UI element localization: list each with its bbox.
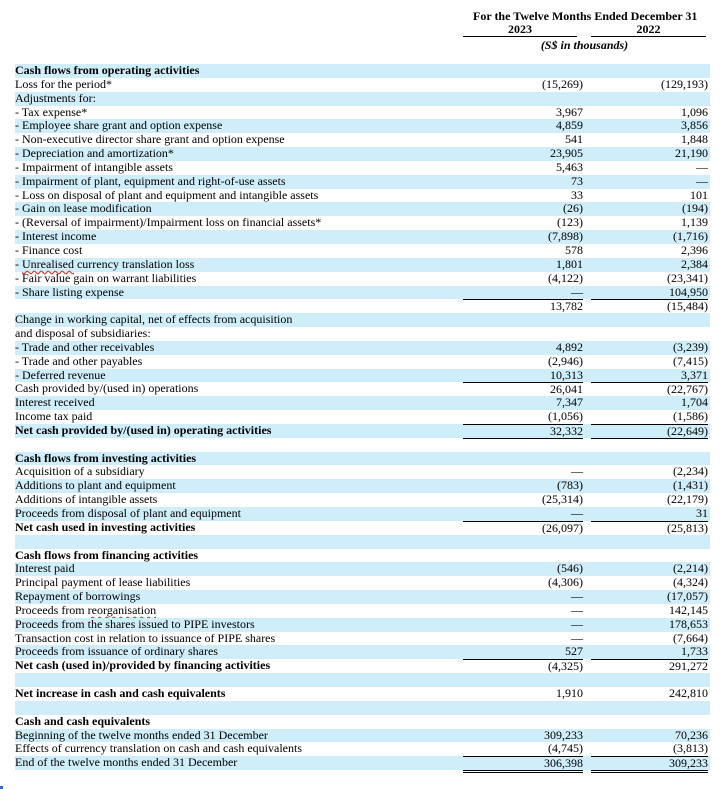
value-2022: (7,664) <box>673 630 708 645</box>
value-2023 <box>463 92 583 105</box>
row-label: - Interest income <box>15 229 97 244</box>
table-row <box>15 729 710 743</box>
table-row-blank <box>15 299 710 313</box>
row-label: Principal payment of lease liabilities <box>15 575 191 590</box>
value-2022: (1,716) <box>673 229 708 244</box>
table-row <box>15 369 710 383</box>
row-label: Beginning of the twelve months ended 31 December <box>15 727 268 742</box>
row-label: Cash provided by/(used in) operations <box>15 381 199 396</box>
value-2022: 242,810 <box>669 685 708 700</box>
value-2022: (3,239) <box>673 339 708 354</box>
value-2023: 73 <box>571 173 583 188</box>
value-2023: — <box>571 464 583 479</box>
row-label: - Non-executive director share grant and option expense <box>15 132 285 147</box>
value-2022: — <box>696 159 708 174</box>
table-row <box>15 562 710 576</box>
value-2023: 1,910 <box>556 685 583 700</box>
table-row <box>15 424 710 438</box>
row-label: Income tax paid <box>15 409 93 424</box>
value-2023: 309,233 <box>544 727 583 742</box>
value-2023: (1,056) <box>548 409 583 424</box>
table-row-blank <box>15 673 710 687</box>
row-label: - Trade and other receivables <box>15 339 155 354</box>
value-2022: 70,236 <box>675 727 708 742</box>
table-row <box>15 244 710 258</box>
table-row <box>15 576 710 590</box>
table-row <box>15 258 710 272</box>
value-2023 <box>463 64 583 77</box>
value-2023: — <box>571 602 583 617</box>
value-2022: 142,145 <box>669 602 708 617</box>
row-label: - Unrealised currency translation loss <box>15 256 195 271</box>
value-2023: 13,782 <box>463 299 583 313</box>
value-2022: 2,384 <box>681 256 708 271</box>
table-row <box>15 604 710 618</box>
table-row <box>15 742 710 756</box>
row-label: Interest received <box>15 395 95 410</box>
table-row <box>15 355 710 369</box>
value-2023 <box>463 673 583 686</box>
table-row <box>15 286 710 300</box>
spellcheck-flag: Unrealised <box>22 256 74 271</box>
row-label: - Tax expense* <box>15 104 88 119</box>
table-row <box>15 161 710 175</box>
value-2022 <box>591 535 708 548</box>
value-2023: 23,905 <box>550 146 583 161</box>
value-2023: 3,967 <box>556 104 583 119</box>
value-2022: 309,233 <box>591 756 708 773</box>
table-row <box>15 410 710 424</box>
table-row <box>15 272 710 286</box>
value-2023: 1,801 <box>556 256 583 271</box>
table-row <box>15 493 710 507</box>
value-2023: (7,898) <box>548 229 583 244</box>
row-label: Proceeds from issuance of ordinary shares <box>15 644 218 659</box>
table-row <box>15 549 710 563</box>
value-2022: — <box>696 173 708 188</box>
table-row <box>15 327 710 341</box>
value-2023: (2,946) <box>548 353 583 368</box>
currency-unit: (S$ in thousands) <box>540 38 629 52</box>
value-2022 <box>591 452 708 465</box>
value-2022: (2,234) <box>673 464 708 479</box>
row-label: Additions of intangible assets <box>15 492 158 507</box>
row-label: Proceeds from reorganisation <box>15 602 157 617</box>
row-label: Net cash (used in)/provided by financing activities <box>15 658 271 673</box>
spellcheck-flag: reorganisation <box>87 602 157 617</box>
value-2023 <box>463 313 583 326</box>
row-label: - Impairment of intangible assets <box>15 159 173 174</box>
value-2022: (15,484) <box>591 299 708 313</box>
value-2023 <box>463 715 583 728</box>
table-row <box>15 202 710 216</box>
table-row <box>15 452 710 466</box>
table-row <box>15 507 710 521</box>
table-row <box>15 189 710 203</box>
row-label: Effects of currency translation on cash and cash equivalents <box>15 741 303 756</box>
value-2023: 306,398 <box>463 756 583 773</box>
value-2022: (3,813) <box>673 741 708 756</box>
value-2022 <box>591 673 708 686</box>
value-2023: (26,097) <box>463 521 583 536</box>
value-2022: 1,704 <box>681 395 708 410</box>
value-2022: 104,950 <box>669 284 708 299</box>
value-2023 <box>463 535 583 548</box>
table-row <box>15 216 710 230</box>
row-label: Adjustments for: <box>15 90 96 105</box>
value-2023: 7,347 <box>556 395 583 410</box>
table-row <box>15 479 710 493</box>
value-2023 <box>463 438 583 451</box>
table-row <box>15 465 710 479</box>
row-label: - (Reversal of impairment)/Impairment loss on financial assets* <box>15 215 322 230</box>
value-2022 <box>591 715 708 728</box>
row-label: Additions to plant and equipment <box>15 478 176 493</box>
value-2022: (23,341) <box>667 270 708 285</box>
value-2023: (546) <box>557 561 583 576</box>
row-label: - Impairment of plant, equipment and right-of-use assets <box>15 173 286 188</box>
value-2022: 21,190 <box>675 146 708 161</box>
value-2023 <box>463 452 583 465</box>
value-2022: (7,415) <box>673 353 708 368</box>
value-2022: 2,396 <box>681 242 708 257</box>
value-2022 <box>591 327 708 340</box>
table-row <box>15 645 710 659</box>
value-2022 <box>591 701 708 714</box>
table-row <box>15 659 710 673</box>
value-2023 <box>463 549 583 562</box>
value-2022: (1,586) <box>673 409 708 424</box>
row-label: - Share listing expense <box>15 284 124 299</box>
value-2023: — <box>571 506 583 520</box>
value-2022: (2,214) <box>673 561 708 576</box>
row-label: Cash flows from financing activities <box>15 547 199 562</box>
row-label: Net cash used in investing activities <box>15 519 196 534</box>
value-2023: 527 <box>565 644 583 659</box>
table-row <box>15 590 710 604</box>
table-row <box>15 632 710 646</box>
year-2023-header: 2023 <box>463 22 577 37</box>
table-row <box>15 92 710 106</box>
table-row <box>15 175 710 189</box>
value-2023: (4,745) <box>548 741 583 756</box>
row-label: Proceeds from disposal of plant and equipment <box>15 506 241 520</box>
table-row <box>15 106 710 120</box>
value-2022: (129,193) <box>661 76 708 91</box>
value-2022: 1,848 <box>681 132 708 147</box>
value-2022: 3,371 <box>681 367 708 382</box>
value-2022: 1,096 <box>681 104 708 119</box>
value-2022: 31 <box>696 506 708 520</box>
row-label: - Fair value gain on warrant liabilities <box>15 270 197 285</box>
value-2022 <box>591 64 708 77</box>
table-row <box>15 119 710 133</box>
row-label: Transaction cost in relation to issuance of PIPE shares <box>15 630 276 645</box>
value-2023: — <box>571 284 583 299</box>
table-row <box>15 521 710 535</box>
table-row-blank <box>15 438 710 452</box>
row-label: Acquisition of a subsidiary <box>15 464 145 479</box>
row-label: Change in working capital, net of effects from acquisition <box>15 312 293 327</box>
row-label: Cash and cash equivalents <box>15 713 151 728</box>
value-2023: 10,313 <box>550 367 583 382</box>
period-title: For the Twelve Months Ended December 31 <box>473 9 698 23</box>
value-2022: (22,767) <box>591 382 708 396</box>
row-label: Cash flows from operating activities <box>15 63 200 77</box>
value-2023 <box>463 327 583 340</box>
table-row <box>15 64 710 78</box>
value-2023: (4,122) <box>548 270 583 285</box>
row-label: and disposal of subsidiaries: <box>15 326 151 341</box>
row-label: Proceeds from the shares issued to PIPE investors <box>15 616 255 631</box>
row-label: Repayment of borrowings <box>15 589 141 604</box>
table-row-blank <box>15 535 710 549</box>
value-2022 <box>591 313 708 326</box>
table-row <box>15 313 710 327</box>
value-2023: (123) <box>557 215 583 230</box>
row-label: Interest paid <box>15 561 75 576</box>
table-row <box>15 618 710 632</box>
table-row <box>15 715 710 729</box>
value-2023: (4,306) <box>548 575 583 590</box>
row-label: - Gain on lease modification <box>15 201 152 216</box>
table-row <box>15 230 710 244</box>
value-2022: (22,179) <box>667 492 708 507</box>
row-label: - Depreciation and amortization* <box>15 146 174 161</box>
row-label: End of the twelve months ended 31 December <box>15 755 238 770</box>
value-2023: 32,332 <box>463 424 583 439</box>
value-2022 <box>591 549 708 562</box>
table-row <box>15 133 710 147</box>
value-2023: — <box>571 616 583 631</box>
year-2022-header: 2022 <box>591 22 706 37</box>
row-label: - Deferred revenue <box>15 367 106 382</box>
value-2022: (25,813) <box>591 521 708 536</box>
value-2022: 178,653 <box>669 616 708 631</box>
value-2023: 4,892 <box>556 339 583 354</box>
value-2023: (783) <box>557 478 583 493</box>
row-label: Net increase in cash and cash equivalents <box>15 685 226 700</box>
value-2022: 291,272 <box>591 659 708 673</box>
value-2023: 578 <box>565 242 583 257</box>
table-row <box>15 78 710 92</box>
value-2023: (15,269) <box>542 76 583 91</box>
row-label: Cash flows from investing activities <box>15 450 197 465</box>
cash-flow-statement-table <box>15 64 710 770</box>
value-2023: 541 <box>565 132 583 147</box>
value-2023: 33 <box>571 187 583 202</box>
value-2022: (4,324) <box>673 575 708 590</box>
row-label: - Finance cost <box>15 242 83 257</box>
table-row-blank <box>15 701 710 715</box>
value-2023: — <box>571 589 583 604</box>
value-2023: 5,463 <box>556 159 583 174</box>
value-2022: 1,733 <box>681 644 708 659</box>
value-2022: 101 <box>690 187 708 202</box>
value-2022: 3,856 <box>681 118 708 133</box>
table-row <box>15 756 710 770</box>
table-row <box>15 382 710 396</box>
value-2023: (25,314) <box>542 492 583 507</box>
row-label: Loss for the period* <box>15 76 112 91</box>
value-2023: 4,859 <box>556 118 583 133</box>
table-row <box>15 147 710 161</box>
value-2023: — <box>571 630 583 645</box>
table-row <box>15 341 710 355</box>
value-2022 <box>591 438 708 451</box>
value-2023 <box>463 701 583 714</box>
value-2023: (4,325) <box>463 659 583 673</box>
value-2022: (194) <box>682 201 708 216</box>
value-2022: (22,649) <box>591 424 708 439</box>
table-row <box>15 396 710 410</box>
value-2023: (26) <box>563 201 583 216</box>
value-2022 <box>591 92 708 105</box>
value-2023: 26,041 <box>463 382 583 396</box>
row-label: - Employee share grant and option expense <box>15 118 223 133</box>
row-label: - Loss on disposal of plant and equipment and intangible assets <box>15 187 319 202</box>
value-2022: (17,057) <box>667 589 708 604</box>
value-2022: 1,139 <box>681 215 708 230</box>
row-label: Net cash provided by/(used in) operating activities <box>15 422 272 437</box>
table-row <box>15 687 710 701</box>
value-2022: (1,431) <box>673 478 708 493</box>
row-label: - Trade and other payables <box>15 353 143 368</box>
